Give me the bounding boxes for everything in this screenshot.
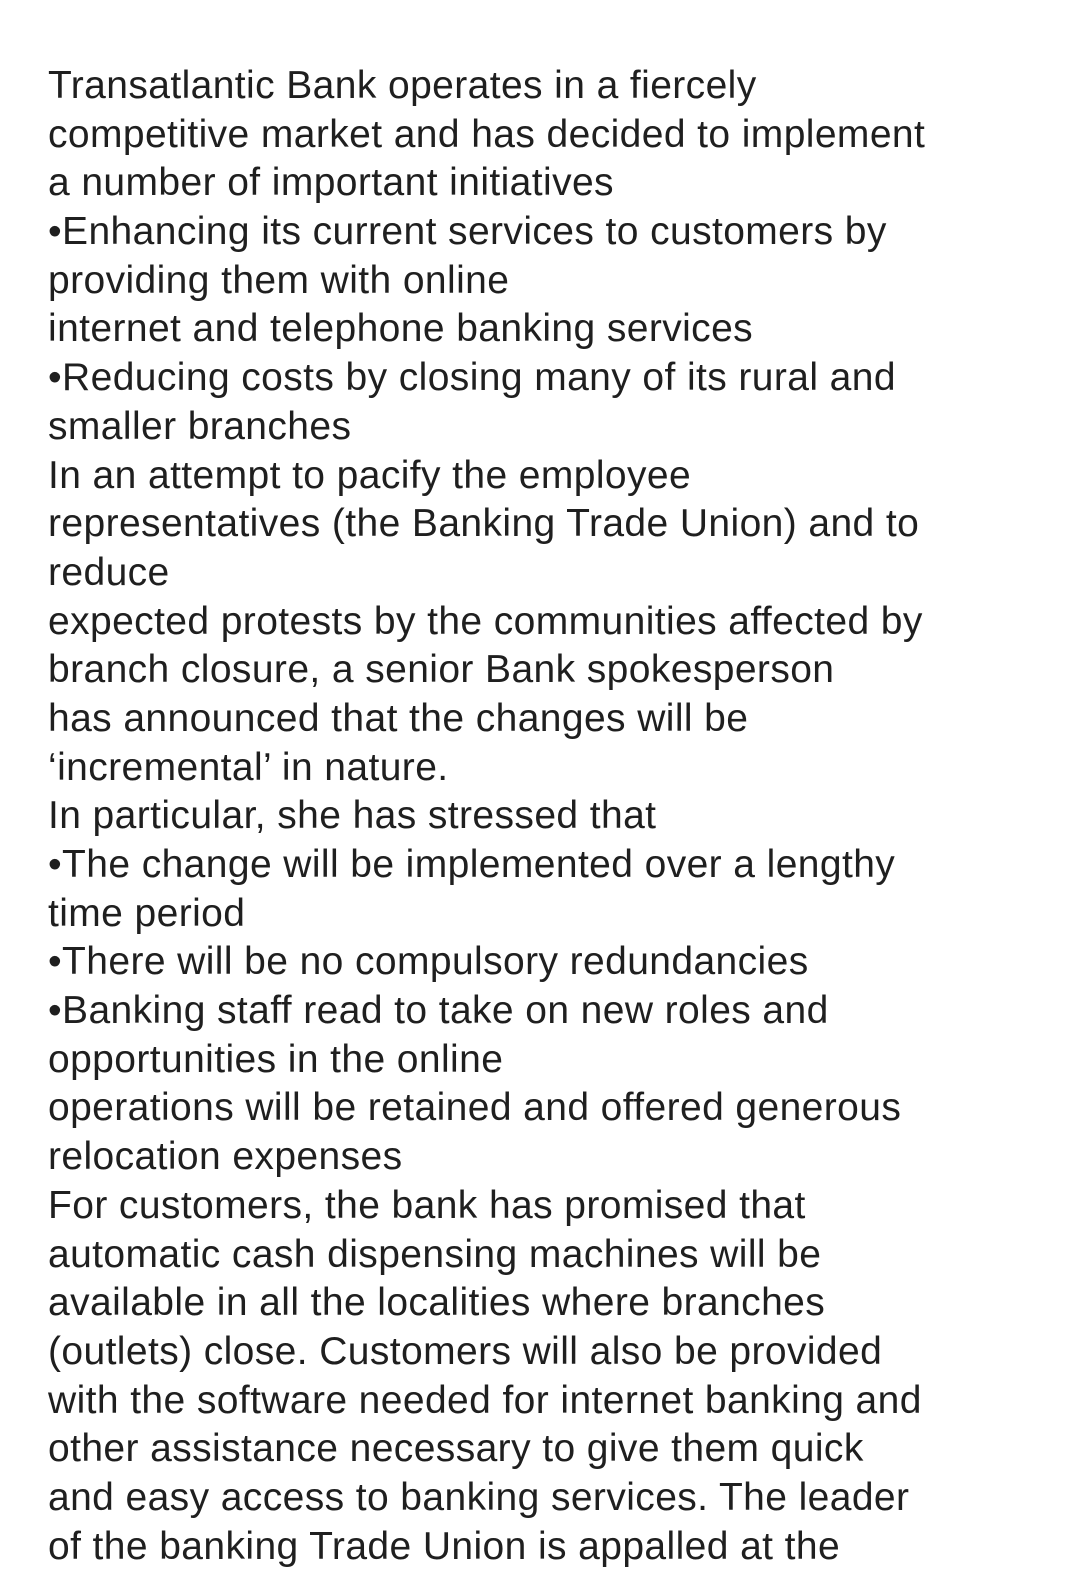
- text-line: competitive market and has decided to implement: [48, 112, 926, 156]
- text-line: ‘incremental’ in nature.: [48, 745, 449, 789]
- text-line: automatic cash dispensing machines will be: [48, 1232, 822, 1276]
- text-line: of the banking Trade Union is appalled at the: [48, 1524, 841, 1568]
- document-body: [48, 62, 1058, 1571]
- text-line: internet and telephone banking services: [48, 307, 754, 351]
- text-line: other assistance necessary to give them quick: [48, 1427, 864, 1471]
- text-line: In an attempt to pacify the employee: [48, 453, 692, 497]
- text-line: time period: [48, 891, 246, 935]
- bullet-line: •Banking staff read to take on new roles and: [48, 989, 829, 1033]
- text-line: a number of important initiatives: [48, 161, 614, 205]
- text-line: reduce: [48, 550, 170, 594]
- text-line: For customers, the bank has promised that: [48, 1183, 806, 1227]
- text-line: operations will be retained and offered generous: [48, 1086, 902, 1130]
- bullet-line: •Reducing costs by closing many of its rural and: [48, 356, 896, 400]
- text-line: opportunities in the online: [48, 1037, 504, 1081]
- text-line: has announced that the changes will be: [48, 696, 749, 740]
- text-line: representatives (the Banking Trade Union) and to: [48, 502, 920, 546]
- text-line: and easy access to banking services. The leader: [48, 1475, 910, 1519]
- text-line: available in all the localities where branches: [48, 1281, 826, 1325]
- text-line: (outlets) close. Customers will also be provided: [48, 1329, 883, 1373]
- text-line: branch closure, a senior Bank spokesperson: [48, 648, 835, 692]
- text-line: providing them with online: [48, 258, 510, 302]
- text-line: In particular, she has stressed that: [48, 794, 657, 838]
- text-line: with the software needed for internet banking and: [48, 1378, 922, 1422]
- text-line: expected protests by the communities affected by: [48, 599, 923, 643]
- text-line: relocation expenses: [48, 1135, 403, 1179]
- text-line: Transatlantic Bank operates in a fiercely: [48, 64, 757, 107]
- bullet-line: •The change will be implemented over a lengthy: [48, 843, 896, 886]
- bullet-line: •There will be no compulsory redundancies: [48, 940, 809, 984]
- text-line: smaller branches: [48, 404, 352, 448]
- bullet-line: •Enhancing its current services to customers by: [48, 210, 887, 254]
